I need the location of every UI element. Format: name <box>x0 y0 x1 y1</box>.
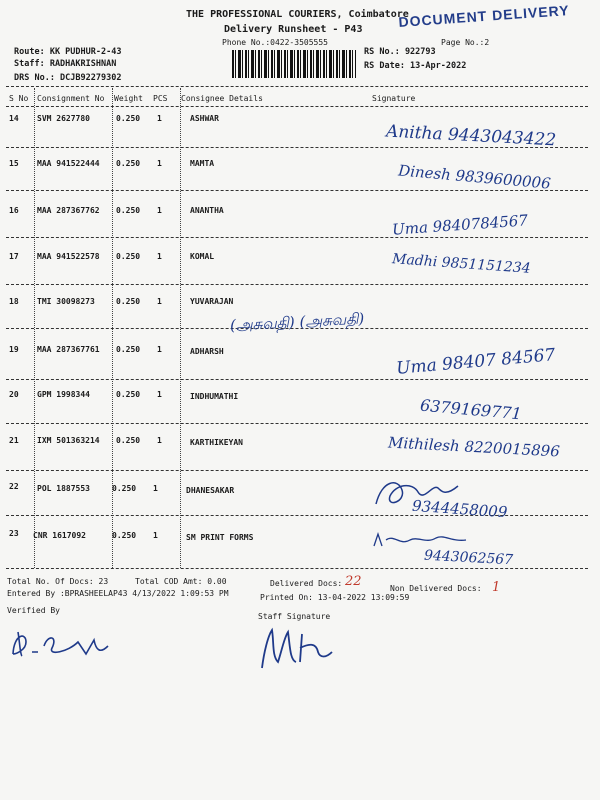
row-weight: 0.250 <box>116 345 141 354</box>
signature-row-20: 6379169771 <box>419 395 523 424</box>
signature-row-14: Anitha 9443043422 <box>385 121 557 151</box>
row-consignee: INDHUMATHI <box>190 392 239 401</box>
row-pcs: 1 <box>157 159 162 168</box>
row-consignee: SM PRINT FORMS <box>186 533 254 542</box>
row-consignment: CNR 1617092 <box>33 531 86 540</box>
signature-scribble-row-22 <box>372 474 462 512</box>
row-consignee: KOMAL <box>190 252 215 261</box>
row-weight: 0.250 <box>112 484 137 493</box>
row-sno: 17 <box>9 252 19 261</box>
row-sno: 21 <box>9 436 19 445</box>
row-sno: 15 <box>9 159 19 168</box>
col-pcs: PCS <box>153 94 168 103</box>
entered-by: Entered By :BPRASHEELAP43 4/13/2022 1:09:53 PM <box>7 589 229 598</box>
row-consignee: KARTHIKEYAN <box>190 438 243 447</box>
row-consignment: POL 1887553 <box>37 484 90 493</box>
row-weight: 0.250 <box>112 531 137 540</box>
signature-row-21: Mithilesh 8220015896 <box>387 433 561 461</box>
row-sno: 22 <box>9 482 19 491</box>
row-pcs: 1 <box>157 206 162 215</box>
row-pcs: 1 <box>157 390 162 399</box>
row-consignee: ASHWAR <box>190 114 219 123</box>
row-sno: 16 <box>9 206 19 215</box>
row-pcs: 1 <box>157 297 162 306</box>
col-sno: S No <box>9 94 29 103</box>
row-consignee: DHANESAKAR <box>186 486 235 495</box>
divider <box>6 106 588 107</box>
row-weight: 0.250 <box>116 436 141 445</box>
row-pcs: 1 <box>153 531 158 540</box>
signature-row-23: 9443062567 <box>423 547 514 569</box>
total-docs: Total No. Of Docs: 23 <box>7 577 109 586</box>
row-weight: 0.250 <box>116 206 141 215</box>
signature-row-16: Uma 9840784567 <box>391 211 529 239</box>
row-weight: 0.250 <box>116 114 141 123</box>
row-pcs: 1 <box>157 252 162 261</box>
staff: Staff: RADHAKRISHNAN <box>14 59 117 69</box>
page-number: Page No.:2 <box>441 38 490 47</box>
document-delivery-stamp: DOCUMENT DELIVERY <box>398 2 570 30</box>
printed-on: Printed On: 13-04-2022 13:09:59 <box>260 593 410 602</box>
delivered-docs-label: Delivered Docs: <box>270 579 343 588</box>
rs-number: RS No.: 922793 <box>364 47 436 57</box>
row-consignment: MAA 941522444 <box>37 159 100 168</box>
col-consignee: Consignee Details <box>181 94 263 103</box>
divider <box>6 86 588 87</box>
row-pcs: 1 <box>157 114 162 123</box>
row-consignment: SVM 2627780 <box>37 114 90 123</box>
row-pcs: 1 <box>157 436 162 445</box>
signature-row-22: 9344458009 <box>411 496 508 522</box>
row-consignee: ANANTHA <box>190 206 224 215</box>
row-pcs: 1 <box>153 484 158 493</box>
not-delivered-docs-count: 1 <box>492 580 501 595</box>
signature-row-15: Dinesh 9839600006 <box>397 161 552 193</box>
row-sno: 23 <box>9 529 19 538</box>
col-consignment: Consignment No <box>37 94 105 103</box>
divider <box>6 568 588 569</box>
company-title: THE PROFESSIONAL COURIERS, Coimbatore <box>186 9 409 20</box>
signature-row-17: Madhi 9851151234 <box>391 251 532 277</box>
divider <box>6 470 588 471</box>
row-weight: 0.250 <box>116 390 141 399</box>
row-weight: 0.250 <box>116 252 141 261</box>
signature-scribble-row-23 <box>370 530 470 550</box>
row-sno: 20 <box>9 390 19 399</box>
staff-signature <box>256 622 336 672</box>
total-cod: Total COD Amt: 0.00 <box>135 577 227 586</box>
not-delivered-docs-label: Non Delivered Docs: <box>390 584 482 593</box>
runsheet-title: Delivery Runsheet - P43 <box>224 24 363 35</box>
barcode <box>232 50 356 78</box>
divider <box>6 284 588 285</box>
row-consignment: MAA 941522578 <box>37 252 100 261</box>
col-signature: Signature <box>372 94 416 103</box>
row-consignment: MAA 287367762 <box>37 206 100 215</box>
delivered-docs-count: 22 <box>345 574 362 589</box>
row-weight: 0.250 <box>116 159 141 168</box>
row-sno: 14 <box>9 114 19 123</box>
row-consignment: GPM 1998344 <box>37 390 90 399</box>
verifier-signature <box>8 624 118 664</box>
route: Route: KK PUDHUR-2-43 <box>14 47 122 57</box>
phone-number: Phone No.:0422-3505555 <box>222 38 328 47</box>
row-pcs: 1 <box>157 345 162 354</box>
row-sno: 19 <box>9 345 19 354</box>
divider <box>6 379 588 380</box>
signature-row-19: Uma 98407 84567 <box>395 345 557 379</box>
row-consignment: TMI 30098273 <box>37 297 95 306</box>
signature-row-18: (அசுவதி) (அசுவதி) <box>229 309 365 335</box>
verified-by-label: Verified By <box>7 606 60 615</box>
row-consignment: IXM 501363214 <box>37 436 100 445</box>
staff-signature-label: Staff Signature <box>258 612 331 621</box>
row-consignee: YUVARAJAN <box>190 297 234 306</box>
divider <box>6 423 588 424</box>
divider <box>6 190 588 191</box>
drs-number: DRS No.: DCJB92279302 <box>14 73 122 83</box>
row-consignment: MAA 287367761 <box>37 345 100 354</box>
rs-date: RS Date: 13-Apr-2022 <box>364 61 467 71</box>
col-weight: Weight <box>114 94 143 103</box>
row-sno: 18 <box>9 297 19 306</box>
row-weight: 0.250 <box>116 297 141 306</box>
divider <box>6 237 588 238</box>
row-consignee: ADHARSH <box>190 347 224 356</box>
row-consignee: MAMTA <box>190 159 215 168</box>
